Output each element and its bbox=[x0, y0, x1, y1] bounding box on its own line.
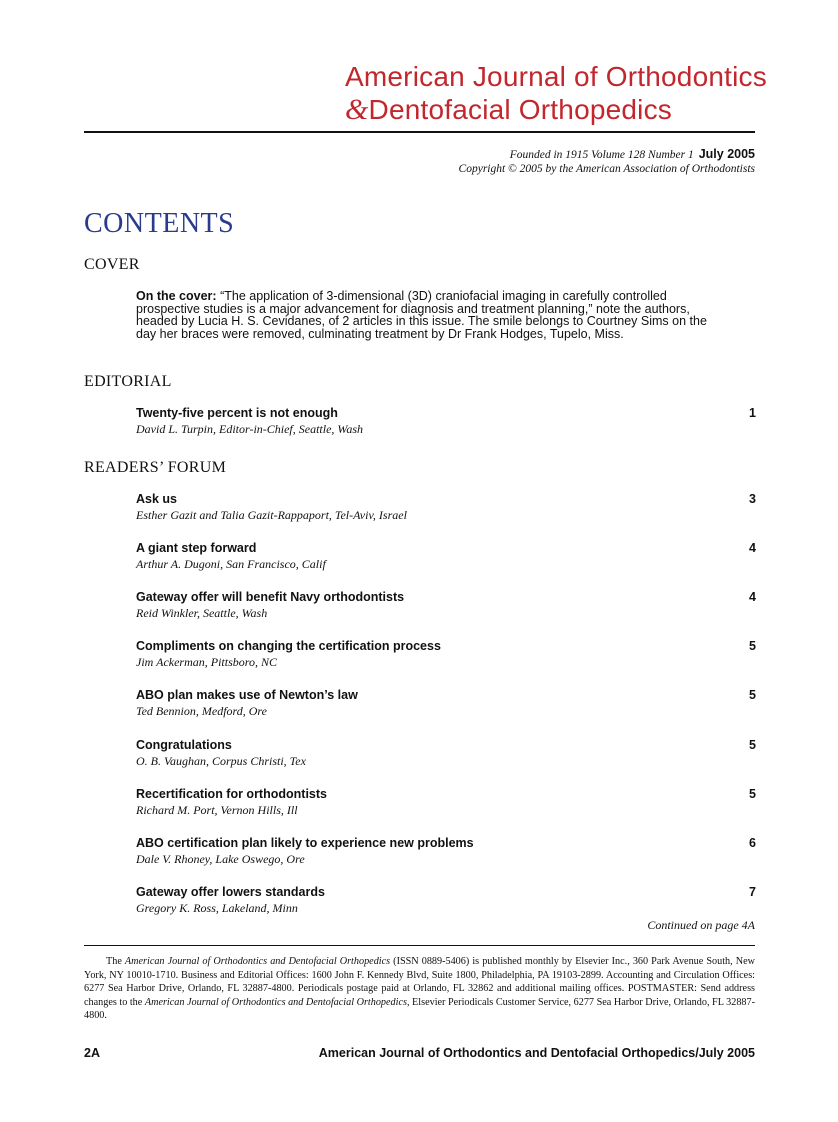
entry-title[interactable]: Gateway offer will benefit Navy orthodontists bbox=[136, 590, 405, 604]
copyright: Copyright © 2005 by the American Association of Orthodontists bbox=[458, 163, 755, 175]
footer-journal-name: American Journal of Orthodontics and Dentofacial Orthopedics bbox=[124, 956, 391, 967]
footer-journal-name-2: American Journal of Orthodontics and Dentofacial Orthopedics bbox=[144, 996, 407, 1008]
entry-title[interactable]: Recertification for orthodontists bbox=[136, 787, 327, 801]
entry-author: Gregory K. Ross, Lakeland, Minn bbox=[136, 901, 298, 915]
entry-author: O. B. Vaughan, Corpus Christi, Tex bbox=[136, 754, 306, 768]
top-rule bbox=[84, 131, 755, 133]
toc-entry[interactable] bbox=[136, 639, 756, 670]
toc-entry[interactable] bbox=[136, 836, 756, 867]
toc-entry[interactable] bbox=[136, 688, 756, 719]
entry-author: David L. Turpin, Editor-in-Chief, Seattle, Wash bbox=[136, 422, 363, 436]
entry-title[interactable]: Ask us bbox=[136, 492, 177, 506]
entry-author: Reid Winkler, Seattle, Wash bbox=[136, 606, 268, 620]
toc-entry[interactable] bbox=[136, 406, 756, 437]
issue-date: July 2005 bbox=[698, 147, 755, 161]
entry-title[interactable]: A giant step forward bbox=[136, 541, 257, 555]
entry-author: Arthur A. Dugoni, San Francisco, Calif bbox=[136, 557, 326, 571]
founded-volume: Founded in 1915 Volume 128 Number 1 bbox=[509, 149, 694, 161]
section-editorial: EDITORIAL bbox=[84, 373, 172, 390]
entry-title[interactable]: Congratulations bbox=[136, 738, 232, 752]
entry-title[interactable]: Gateway offer lowers standards bbox=[136, 885, 325, 899]
footer-body-2: , Elsevier Periodicals Customer Service, 6277 Sea Harbor Drive, Orlando, FL 32887-4800. bbox=[84, 996, 755, 1021]
masthead-line-1: American Journal of Orthodontics bbox=[345, 61, 767, 92]
entry-page[interactable]: 4 bbox=[749, 590, 756, 604]
page-number: 2A bbox=[84, 1046, 100, 1060]
entry-page[interactable]: 5 bbox=[749, 639, 756, 653]
entry-page[interactable]: 6 bbox=[749, 836, 756, 850]
entry-page[interactable]: 4 bbox=[749, 541, 756, 555]
toc-entry[interactable] bbox=[136, 492, 756, 523]
toc-entry[interactable] bbox=[136, 885, 756, 916]
section-readers-forum: READERS’ FORUM bbox=[84, 459, 227, 476]
publication-notice bbox=[84, 955, 755, 1023]
entry-page[interactable]: 1 bbox=[749, 406, 756, 420]
section-cover: COVER bbox=[84, 256, 140, 273]
issue-info bbox=[459, 147, 755, 176]
contents-title: CONTENTS bbox=[84, 208, 235, 239]
toc-entry[interactable] bbox=[136, 590, 756, 621]
entry-author: Ted Bennion, Medford, Ore bbox=[136, 704, 267, 718]
masthead-line-2 bbox=[345, 93, 765, 126]
footer-body-1: (ISSN 0889-5406) is published monthly by Elsevier Inc., 360 Park Avenue South, New York, NY 10010-1710. Business and Editorial Offices: 1600 John F. Kennedy Blvd, Suite 1800, Philadelphia, PA 19103-2899. Accounting and Circulation Offices: 6277 Sea Harbor Drive, Orlando, FL 32887-4800. Periodicals postage paid at Orlando, FL 32862 and additional mailing offices. POSTMASTER: Send address changes to the bbox=[84, 956, 755, 1008]
toc-entry[interactable] bbox=[136, 787, 756, 818]
bottom-rule bbox=[84, 945, 755, 946]
entry-author: Jim Ackerman, Pittsboro, NC bbox=[136, 655, 277, 669]
entry-page[interactable]: 3 bbox=[749, 492, 756, 506]
entry-author: Richard M. Port, Vernon Hills, Ill bbox=[136, 803, 298, 817]
entry-title[interactable]: Twenty-five percent is not enough bbox=[136, 406, 338, 420]
entry-page[interactable]: 5 bbox=[749, 688, 756, 702]
masthead-line-2-text: Dentofacial Orthopedics bbox=[368, 94, 672, 125]
continued-note[interactable]: Continued on page 4A bbox=[647, 918, 755, 932]
journal-masthead bbox=[345, 60, 765, 126]
running-title: American Journal of Orthodontics and Dentofacial Orthopedics/July 2005 bbox=[318, 1046, 755, 1060]
entry-author: Dale V. Rhoney, Lake Oswego, Ore bbox=[136, 852, 305, 866]
entry-author: Esther Gazit and Talia Gazit-Rappaport, Tel-Aviv, Israel bbox=[136, 508, 407, 522]
masthead-ampersand: & bbox=[345, 93, 369, 126]
entry-page[interactable]: 5 bbox=[749, 738, 756, 752]
toc-entry[interactable] bbox=[136, 738, 756, 769]
entry-page[interactable]: 5 bbox=[749, 787, 756, 801]
cover-text: “The application of 3-dimensional (3D) craniofacial imaging in carefully controlled prospective studies is a major advancement for diagnosis and treatment planning,” note the authors, headed by Lucia H. S. Cevidanes, of 2 articles in this issue. The smile belongs to Courtney Sims on the day her braces were removed, culminating treatment by Dr Frank Hodges, Tupelo, Miss. bbox=[136, 289, 707, 341]
footer-prefix: The bbox=[106, 956, 125, 967]
entry-title[interactable]: ABO certification plan likely to experience new problems bbox=[136, 836, 474, 850]
entry-title[interactable]: ABO plan makes use of Newton’s law bbox=[136, 688, 358, 702]
entry-title[interactable]: Compliments on changing the certification process bbox=[136, 639, 441, 653]
cover-lead: On the cover: bbox=[136, 289, 217, 303]
entry-page[interactable]: 7 bbox=[749, 885, 756, 899]
cover-description bbox=[136, 290, 716, 340]
toc-entry[interactable] bbox=[136, 541, 756, 572]
